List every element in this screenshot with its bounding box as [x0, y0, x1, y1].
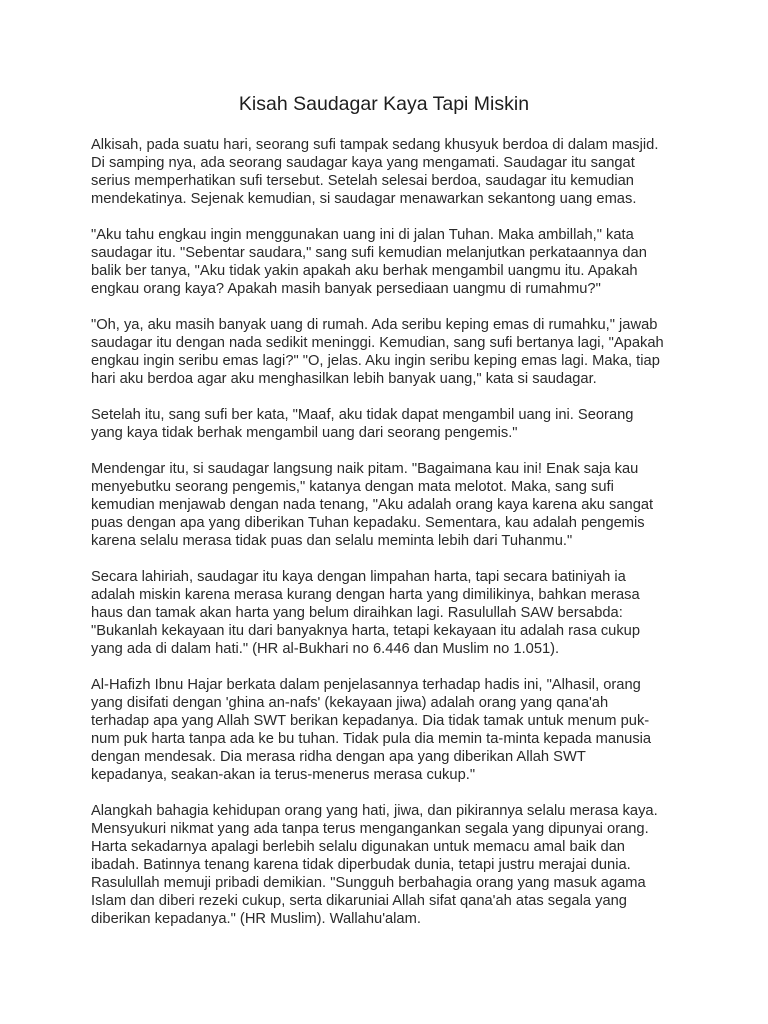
text-line: Mensyukuri nikmat yang ada tanpa terus mengangankan segala yang dipunyai orang. — [91, 821, 649, 837]
text-line: dengan mendesak. Dia merasa ridha dengan apa yang diberikan Allah SWT — [91, 749, 586, 765]
text-line: num puk harta tanpa ada ke bu tuhan. Tidak pula dia memin ta-minta kepada manusia — [91, 731, 652, 747]
text-line: Secara lahiriah, saudagar itu kaya dengan limpahan harta, tapi secara batiniyah ia — [91, 569, 626, 585]
text-line: "Oh, ya, aku masih banyak uang di rumah. Ada seribu keping emas di rumahku," jawab — [91, 317, 658, 333]
text-line: Islam dan diberi rezeki cukup, serta dikaruniai Allah sifat qana'ah atas segala yang — [91, 893, 627, 909]
text-line: yang ada di dalam hati." (HR al-Bukhari no 6.446 dan Muslim no 1.051). — [91, 641, 560, 657]
document-body — [91, 136, 691, 946]
text-line: Setelah itu, sang sufi ber kata, "Maaf, aku tidak dapat mengambil uang ini. Seorang — [91, 407, 634, 423]
document-title: Kisah Saudagar Kaya Tapi Miskin — [238, 93, 530, 115]
text-line: kepadanya, seakan-akan ia terus-menerus merasa cukup." — [91, 767, 476, 783]
text-line: ibadah. Batinnya tenang karena tidak diperbudak dunia, tetapi justru merajai dunia. — [91, 857, 631, 873]
text-line: mendekatinya. Sejenak kemudian, si saudagar menawarkan sekantong uang emas. — [91, 191, 637, 207]
text-line: diberikan kepadanya." (HR Muslim). Wallahu'alam. — [91, 911, 421, 927]
text-line: Mendengar itu, si saudagar langsung naik pitam. "Bagaimana kau ini! Enak saja kau — [91, 461, 639, 477]
paragraph — [91, 676, 691, 784]
text-line: engkau ingin seribu emas lagi?" "O, jelas. Aku ingin seribu keping emas lagi. Maka, tiap — [91, 353, 660, 369]
paragraph — [91, 406, 691, 442]
text-line: yang kaya tidak berhak mengambil uang dari seorang pengemis." — [91, 425, 518, 441]
text-line: engkau orang kaya? Apakah masih banyak persediaan uangmu di rumahmu?" — [91, 281, 601, 297]
paragraph — [91, 568, 691, 658]
text-line: serius memperhatikan sufi tersebut. Setelah selesai berdoa, saudagar itu kemudian — [91, 173, 634, 189]
text-line: Alangkah bahagia kehidupan orang yang hati, jiwa, dan pikirannya selalu merasa kaya. — [91, 803, 658, 819]
text-line: puas dengan apa yang diberikan Tuhan kepadaku. Sementara, kau adalah pengemis — [91, 515, 645, 531]
text-line: Harta sekadarnya apalagi berlebih selalu digunakan untuk memacu amal baik dan — [91, 839, 625, 855]
text-line: saudagar itu. "Sebentar saudara," sang sufi kemudian melanjutkan perkataannya dan — [91, 245, 647, 261]
paragraph — [91, 226, 691, 298]
text-line: saudagar itu dengan nada sedikit meninggi. Kemudian, sang sufi bertanya lagi, "Apakah — [91, 335, 664, 351]
paragraph — [91, 802, 691, 928]
text-line: hari aku berdoa agar aku menghasilkan lebih banyak uang," kata si saudagar. — [91, 371, 597, 387]
text-line: yang disifati dengan 'ghina an-nafs' (kekayaan jiwa) adalah orang yang qana'ah — [91, 695, 609, 711]
text-line: balik ber tanya, "Aku tidak yakin apakah aku berhak mengambil uangmu itu. Apakah — [91, 263, 638, 279]
text-line: adalah miskin karena merasa kurang dengan harta yang dimilikinya, bahkan merasa — [91, 587, 640, 603]
text-line: "Aku tahu engkau ingin menggunakan uang ini di jalan Tuhan. Maka ambillah," kata — [91, 227, 634, 243]
text-line: Rasulullah memuji pribadi demikian. "Sungguh berbahagia orang yang masuk agama — [91, 875, 646, 891]
paragraph — [91, 316, 691, 388]
text-line: Alkisah, pada suatu hari, seorang sufi tampak sedang khusyuk berdoa di dalam masjid. — [91, 137, 659, 153]
text-line: karena selalu merasa tidak puas dan selalu meminta lebih dari Tuhanmu." — [91, 533, 573, 549]
paragraph — [91, 460, 691, 550]
text-line: haus dan tamak akan harta yang belum diraihkan lagi. Rasulullah SAW bersabda: — [91, 605, 623, 621]
text-line: menyebutku seorang pengemis," katanya dengan mata melotot. Maka, sang sufi — [91, 479, 614, 495]
text-line: Al-Hafizh Ibnu Hajar berkata dalam penjelasannya terhadap hadis ini, "Alhasil, orang — [91, 677, 641, 693]
text-line: Di samping nya, ada seorang saudagar kaya yang mengamati. Saudagar itu sangat — [91, 155, 635, 171]
text-line: terhadap apa yang Allah SWT berikan kepadanya. Dia tidak tamak untuk menum puk- — [91, 713, 650, 729]
paragraph — [91, 136, 691, 208]
text-line: kemudian menjawab dengan nada tenang, "Aku adalah orang kaya karena aku sangat — [91, 497, 654, 513]
text-line: "Bukanlah kekayaan itu dari banyaknya harta, tetapi kekayaan itu adalah rasa cukup — [91, 623, 641, 639]
